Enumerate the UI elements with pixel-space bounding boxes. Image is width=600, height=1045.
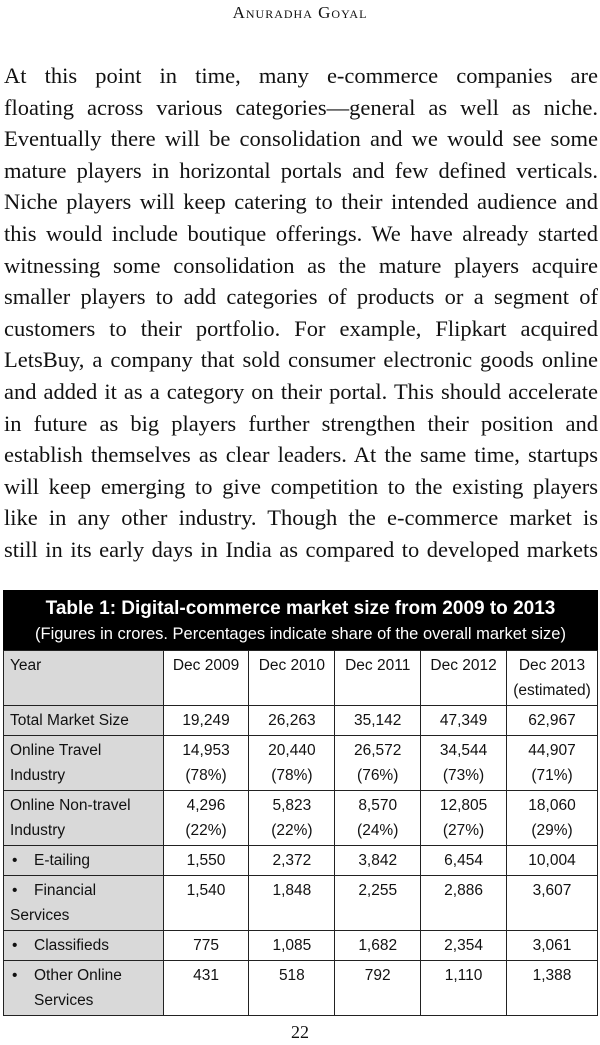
- header-dec-2010: Dec 2010: [249, 651, 335, 706]
- row-label: • Financial Services: [4, 876, 164, 931]
- table-row: [4, 791, 598, 846]
- table-header-row: [4, 651, 598, 706]
- table-row: [4, 706, 598, 736]
- table-row: [4, 961, 598, 1016]
- table-cell: 2,372: [249, 846, 335, 876]
- table-cell: 2,255: [335, 876, 421, 931]
- table-cell: 8,570 (24%): [335, 791, 421, 846]
- table-cell: 6,454: [421, 846, 507, 876]
- body-line: Niche players will keep catering to their intended audience and: [4, 189, 598, 215]
- row-label: • Other Online Services: [4, 961, 164, 1016]
- table-cell: 1,848: [249, 876, 335, 931]
- table-cell: 18,060 (29%): [506, 791, 597, 846]
- bullet-marker: •: [12, 882, 18, 899]
- table-row: [4, 846, 598, 876]
- body-line: Eventually there will be consolidation and we would see some: [4, 126, 598, 152]
- table-cell: 1,682: [335, 931, 421, 961]
- body-line: still in its early days in India as compared to developed markets: [4, 536, 598, 562]
- bullet-marker: •: [12, 967, 18, 984]
- body-line: this would include boutique offerings. We have already started: [4, 220, 598, 246]
- table-cell: 3,842: [335, 846, 421, 876]
- running-head: Anuradha Goyal: [232, 3, 368, 22]
- body-line: LetsBuy, a company that sold consumer electronic goods online: [4, 347, 598, 373]
- table-cell: 1,540: [163, 876, 249, 931]
- header-estimated-note: (estimated): [513, 682, 591, 699]
- table-cell: 1,388: [506, 961, 597, 1016]
- row-label: • E-tailing: [4, 846, 164, 876]
- table-cell: 2,886: [421, 876, 507, 931]
- table-cell: 47,349: [421, 706, 507, 736]
- table-title: Table 1: Digital-commerce market size from 2009 to 2013: [45, 598, 556, 619]
- body-line: witnessing some consolidation as the mature players acquire: [4, 252, 598, 278]
- table-cell: 1,085: [249, 931, 335, 961]
- header-dec-2013: Dec 2013 (estimated): [506, 651, 597, 706]
- table-cell: 792: [335, 961, 421, 1016]
- row-label: Online Travel Industry: [4, 736, 164, 791]
- table-row: [4, 931, 598, 961]
- table-cell: 12,805 (27%): [421, 791, 507, 846]
- table-cell: 14,953 (78%): [163, 736, 249, 791]
- table-cell: 775: [163, 931, 249, 961]
- bullet-marker: •: [12, 852, 18, 869]
- row-label: • Classifieds: [4, 931, 164, 961]
- body-line: smaller players to add categories of products or a segment of: [4, 284, 598, 310]
- table-cell: 2,354: [421, 931, 507, 961]
- header-year: Year: [4, 651, 164, 706]
- row-label: Total Market Size: [4, 706, 164, 736]
- table-cell: 44,907 (71%): [506, 736, 597, 791]
- bullet-marker: •: [12, 937, 18, 954]
- table-cell: 19,249: [163, 706, 249, 736]
- table-cell: 35,142: [335, 706, 421, 736]
- table-row: [4, 736, 598, 791]
- body-line: and added it as a category on their portal. This should accelerate: [4, 378, 598, 404]
- table-cell: 3,061: [506, 931, 597, 961]
- page-number: 22: [291, 1022, 309, 1042]
- market-size-table-container: [3, 590, 598, 1016]
- table-row: [4, 876, 598, 931]
- header-dec-2012: Dec 2012: [421, 651, 507, 706]
- body-line: floating across various categories—general as well as niche.: [4, 94, 598, 120]
- table-cell: 3,607: [506, 876, 597, 931]
- table-cell: 1,110: [421, 961, 507, 1016]
- table-cell: 518: [249, 961, 335, 1016]
- table-title-bar: [3, 590, 598, 650]
- table-cell: 1,550: [163, 846, 249, 876]
- table-cell: 4,296 (22%): [163, 791, 249, 846]
- body-paragraph: [4, 60, 598, 566]
- header-dec-2011: Dec 2011: [335, 651, 421, 706]
- table-cell: 26,263: [249, 706, 335, 736]
- table-subtitle: (Figures in crores. Percentages indicate share of the overall market size): [35, 625, 566, 643]
- body-line: will keep emerging to give competition to the existing players: [4, 473, 598, 499]
- body-line: At this point in time, many e-commerce companies are: [4, 63, 598, 88]
- body-line: mature players in horizontal portals and few defined verticals.: [4, 157, 598, 183]
- table-cell: 20,440 (78%): [249, 736, 335, 791]
- table-cell: 431: [163, 961, 249, 1016]
- table-cell: 10,004: [506, 846, 597, 876]
- market-size-table: [3, 650, 598, 1016]
- table-cell: 34,544 (73%): [421, 736, 507, 791]
- body-line: customers to their portfolio. For example, Flipkart acquired: [4, 315, 598, 341]
- table-cell: 62,967: [506, 706, 597, 736]
- body-line: establish themselves as clear leaders. At the same time, startups: [4, 442, 598, 468]
- body-line: in future as big players further strengthen their position and: [4, 410, 598, 436]
- table-cell: 5,823 (22%): [249, 791, 335, 846]
- body-line: like in any other industry. Though the e-commerce market is: [4, 505, 598, 531]
- header-dec-2009: Dec 2009: [163, 651, 249, 706]
- table-cell: 26,572 (76%): [335, 736, 421, 791]
- row-label: Online Non-travel Industry: [4, 791, 164, 846]
